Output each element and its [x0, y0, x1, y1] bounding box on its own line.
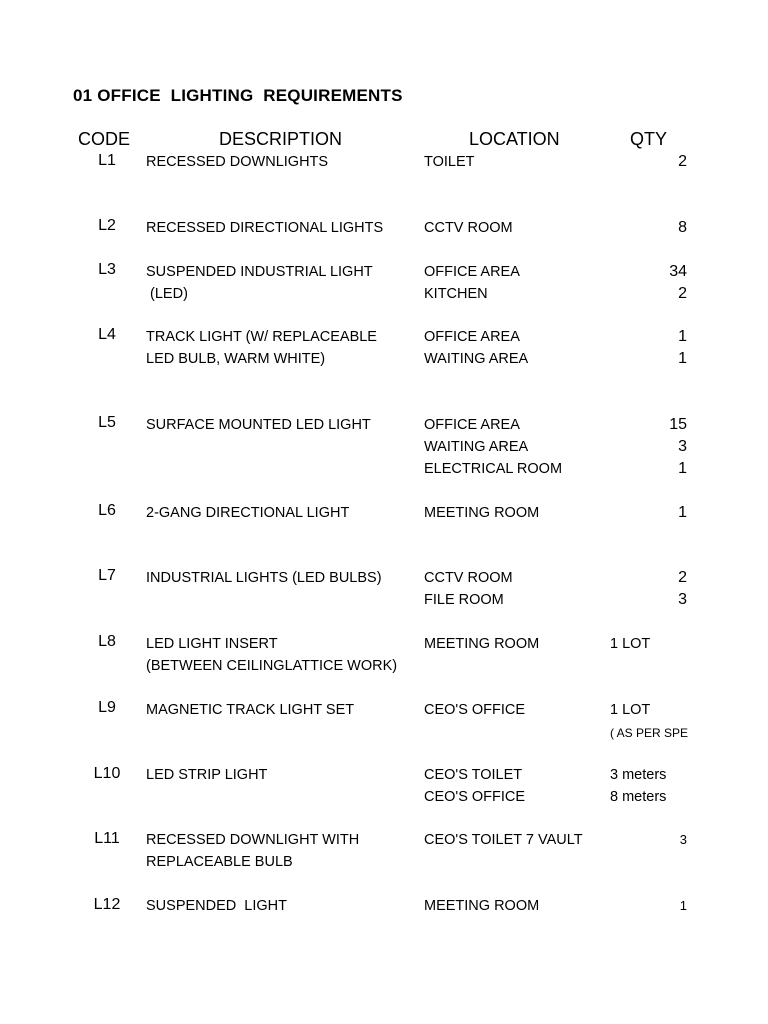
row-l7-qty: 2 [678, 569, 687, 586]
row-l5-qty: 3 [678, 438, 687, 455]
row-l5-location: WAITING AREA [424, 439, 529, 455]
document-title: 01 OFFICE LIGHTING REQUIREMENTS [73, 86, 403, 105]
row-l9-description-line: MAGNETIC TRACK LIGHT SET [146, 702, 355, 718]
row-l12-code: L12 [93, 896, 121, 913]
row-l1-qty: 2 [678, 153, 687, 170]
row-l3-location: KITCHEN [424, 286, 488, 302]
row-l3-qty: 2 [678, 285, 687, 302]
row-l3-description-line: SUSPENDED INDUSTRIAL LIGHT [146, 264, 373, 280]
row-l8-description-line: LED LIGHT INSERT [146, 636, 278, 652]
row-l5-qty: 15 [669, 416, 687, 433]
row-l11-qty: 3 [679, 832, 687, 847]
row-l5-code: L5 [98, 414, 116, 431]
row-l10-code: L10 [93, 765, 121, 782]
row-l2-description-line: RECESSED DIRECTIONAL LIGHTS [146, 220, 384, 236]
row-l10-description-line: LED STRIP LIGHT [146, 767, 268, 783]
row-l3-code: L3 [98, 261, 116, 278]
row-l9-qty: 1 LOT [610, 702, 651, 718]
row-l6-description-line: 2-GANG DIRECTIONAL LIGHT [146, 505, 350, 521]
row-l5-location: OFFICE AREA [424, 417, 520, 433]
row-l4-location: WAITING AREA [424, 351, 529, 367]
row-l4-qty: 1 [678, 350, 687, 367]
row-l11-location: CEO'S TOILET 7 VAULT [424, 832, 583, 848]
row-l4-qty: 1 [678, 328, 687, 345]
row-l5-location: ELECTRICAL ROOM [424, 461, 563, 477]
row-l2-code: L2 [98, 217, 116, 234]
row-l12-location: MEETING ROOM [424, 898, 540, 914]
row-l10-qty: 3 meters [610, 767, 667, 783]
row-l10-qty: 8 meters [610, 789, 667, 805]
row-l11-code: L11 [94, 830, 120, 847]
row-l5-qty: 1 [678, 460, 687, 477]
row-l4-code: L4 [98, 326, 116, 343]
row-l7-qty: 3 [678, 591, 687, 608]
row-l10-location: CEO'S OFFICE [424, 789, 526, 805]
row-l3-qty: 34 [669, 263, 687, 280]
row-l7-location: CCTV ROOM [424, 570, 513, 586]
row-l9-qty-note: ( AS PER SPE [610, 726, 689, 740]
header-qty: QTY [630, 129, 668, 149]
row-l11-description-line: REPLACEABLE BULB [146, 854, 293, 870]
row-l2-location: CCTV ROOM [424, 220, 513, 236]
row-l9-location: CEO'S OFFICE [424, 702, 526, 718]
row-l12-description-line: SUSPENDED LIGHT [146, 898, 287, 914]
row-l4-description-line: TRACK LIGHT (W/ REPLACEABLE [146, 329, 377, 345]
row-l12-qty: 1 [679, 898, 687, 913]
row-l9-code: L9 [98, 699, 116, 716]
row-l7-code: L7 [98, 567, 116, 584]
row-l2-qty: 8 [678, 219, 687, 236]
row-l8-code: L8 [98, 633, 116, 650]
row-l3-location: OFFICE AREA [424, 264, 520, 280]
row-l7-description-line: INDUSTRIAL LIGHTS (LED BULBS) [146, 570, 382, 586]
row-l3-description-line: (LED) [146, 286, 188, 302]
row-l6-location: MEETING ROOM [424, 505, 540, 521]
row-l6-qty: 1 [678, 504, 687, 521]
row-l5-description-line: SURFACE MOUNTED LED LIGHT [146, 417, 371, 433]
header-location: LOCATION [469, 129, 560, 149]
row-l1-code: L1 [98, 152, 116, 169]
row-l8-description-line: (BETWEEN CEILINGLATTICE WORK) [146, 658, 398, 674]
row-l11-description-line: RECESSED DOWNLIGHT WITH [146, 832, 360, 848]
row-l1-description-line: RECESSED DOWNLIGHTS [146, 154, 329, 170]
header-description: DESCRIPTION [219, 129, 343, 149]
row-l8-location: MEETING ROOM [424, 636, 540, 652]
row-l6-code: L6 [98, 502, 116, 519]
row-l8-qty: 1 LOT [610, 636, 651, 652]
row-l7-location: FILE ROOM [424, 592, 504, 608]
row-l1-location: TOILET [424, 154, 475, 170]
row-l10-location: CEO'S TOILET [424, 767, 523, 783]
row-l4-location: OFFICE AREA [424, 329, 520, 345]
row-l4-description-line: LED BULB, WARM WHITE) [146, 351, 326, 367]
header-code: CODE [78, 129, 131, 149]
